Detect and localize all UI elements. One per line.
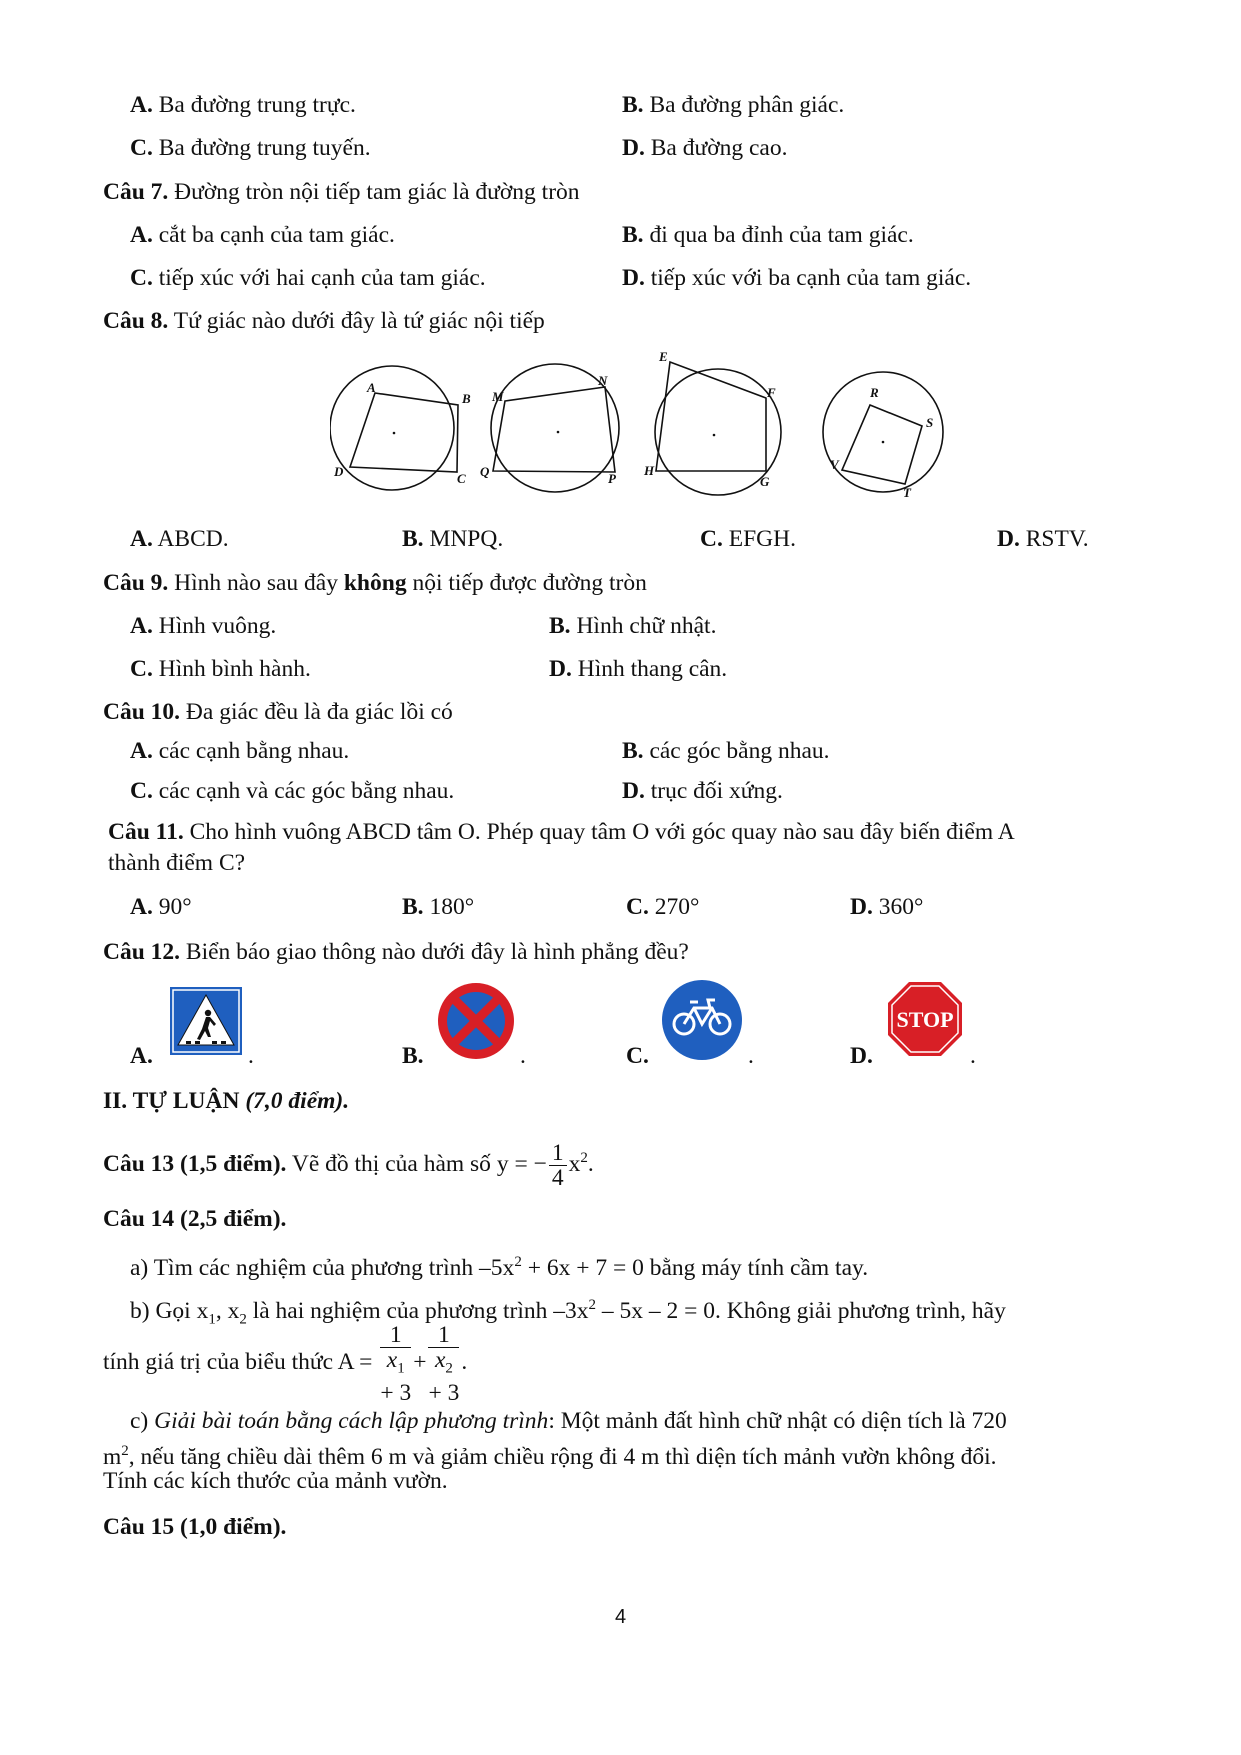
q12-option-a-label: A. [130, 1043, 153, 1069]
q13-fraction: $\frac{1}{4}$ [549, 1141, 567, 1190]
label-S: S [926, 415, 934, 430]
q14-part-c: c) Giải bài toán bằng cách lập phương trình: Một mảnh đất hình chữ nhật có diện tích là 720 [130, 1408, 1007, 1434]
q10-option-d: D. trục đối xứng. [622, 778, 783, 804]
q9-option-d: D. Hình thang cân. [549, 656, 728, 682]
sign-d-dot: . [970, 1043, 976, 1069]
q14-fraction-1: 1 $x_1$ + 3 [380, 1322, 412, 1406]
q14-part-c-line2: $m^2$, nếu tăng chiều dài thêm 6 m và giảm chiều rộng đi 4 m thì diện tích mảnh vườn không đổi. [103, 1443, 997, 1470]
q11-question: Câu 11. Cho hình vuông ABCD tâm O. Phép quay tâm O với góc quay nào sau đây biến điểm A [108, 819, 1015, 845]
label-H: H [644, 463, 655, 478]
q14-part-c-line3: Tính các kích thước của mảnh vườn. [103, 1468, 448, 1494]
label-R: R [870, 385, 879, 400]
q11-option-d: D. 360° [850, 894, 924, 920]
q14-part-b-expression: tính giá trị của biểu thức A = 1 $x_1$ + 3 + 1 $x_2$ + 3 . [103, 1322, 468, 1406]
q12-question: Câu 12. Biển báo giao thông nào dưới đây là hình phẳng đều? [103, 939, 689, 965]
label-G: G [760, 474, 770, 489]
label-C: C [457, 471, 466, 486]
fig4-quad-rstv [842, 405, 922, 484]
label-N: N [598, 373, 608, 388]
q7-option-b: B. đi qua ba đỉnh của tam giác. [622, 222, 914, 248]
q10-option-b: B. các góc bằng nhau. [622, 738, 830, 764]
q7-option-c: C. tiếp xúc với hai cạnh của tam giác. [130, 265, 486, 291]
label-Q: Q [480, 464, 490, 479]
q8-option-c: C. EFGH. [700, 526, 796, 552]
q13-question: Câu 13 (1,5 điểm). Vẽ đồ thị của hàm số y = − $\frac{1}{4}$ $x^2$. [103, 1139, 594, 1191]
q6-option-b: B. Ba đường phân giác. [622, 92, 845, 118]
q14-part-a: a) Tìm các nghiệm của phương trình $-5x^2 + 6x + 7 = 0$ bằng máy tính cầm tay. [130, 1254, 869, 1281]
stop-sign-text: STOP [896, 1007, 954, 1032]
sign-c-dot: . [748, 1043, 754, 1069]
label-B: B [462, 391, 471, 406]
q7-question: Câu 7. Đường tròn nội tiếp tam giác là đường tròn [103, 179, 580, 205]
fig2-quad-mnpq [493, 387, 615, 472]
q12-option-c-label: C. [626, 1043, 649, 1069]
label-A: A [367, 380, 376, 395]
q8-option-d: D. RSTV. [997, 526, 1089, 552]
q6-option-d: D. Ba đường cao. [622, 135, 788, 161]
q9-option-c: C. Hình bình hành. [130, 656, 311, 682]
q11-option-b: B. 180° [402, 894, 475, 920]
q7-option-a: A. cắt ba cạnh của tam giác. [130, 222, 395, 248]
q12-option-b-label: B. [402, 1043, 424, 1069]
label-V: V [830, 457, 839, 472]
q7-option-d: D. tiếp xúc với ba cạnh của tam giác. [622, 265, 972, 291]
bicycle-lane-sign-icon [660, 978, 744, 1062]
q8-option-a: A. ABCD. [130, 526, 229, 552]
page-number: 4 [614, 1606, 627, 1628]
q6-option-c: C. Ba đường trung tuyến. [130, 135, 371, 161]
no-stopping-sign-icon [436, 981, 516, 1061]
q8-question: Câu 8. Tứ giác nào dưới đây là tứ giác nội tiếp [103, 308, 545, 334]
label-P: P [608, 471, 616, 486]
label-D: D [334, 464, 344, 479]
q11-question-line2: thành điểm C? [108, 850, 246, 876]
fig4-circle [823, 372, 943, 492]
q8-quadrilateral-figures [330, 345, 970, 510]
q8-option-b: B. MNPQ. [402, 526, 504, 552]
q9-option-a: A. Hình vuông. [130, 613, 277, 639]
q9-question: Câu 9. Hình nào sau đây không nội tiếp được đường tròn [103, 570, 647, 596]
stop-sign-icon [884, 978, 966, 1060]
q6-option-a: A. Ba đường trung trực. [130, 92, 356, 118]
q12-option-d-label: D. [850, 1043, 873, 1069]
label-T: T [903, 485, 911, 500]
q10-question: Câu 10. Đa giác đều là đa giác lồi có [103, 699, 453, 725]
q14-fraction-2: 1 $x_2$ + 3 [428, 1322, 460, 1406]
pedestrian-crossing-sign-icon [168, 985, 244, 1057]
sign-b-dot: . [520, 1043, 526, 1069]
q14-heading: Câu 14 (2,5 điểm). [103, 1206, 287, 1232]
label-M: M [492, 389, 504, 404]
q14-part-b: b) Gọi $x_1$, $x_2$ là hai nghiệm của phương trình $-3x^2 - 5x - 2 = 0$. Không giải phương trình, hãy [130, 1297, 1006, 1328]
q9-option-b: B. Hình chữ nhật. [549, 613, 717, 639]
sign-a-dot: . [248, 1043, 254, 1069]
q11-option-a: A. 90° [130, 894, 192, 920]
section-essay-title: II. TỰ LUẬN (7,0 điểm). [103, 1088, 350, 1114]
fig1-quad-abcd [350, 393, 458, 472]
label-E: E [659, 349, 668, 364]
q10-option-c: C. các cạnh và các góc bằng nhau. [130, 778, 455, 804]
q15-heading: Câu 15 (1,0 điểm). [103, 1514, 287, 1540]
label-F: F [767, 385, 776, 400]
q10-option-a: A. các cạnh bằng nhau. [130, 738, 350, 764]
q11-option-c: C. 270° [626, 894, 700, 920]
